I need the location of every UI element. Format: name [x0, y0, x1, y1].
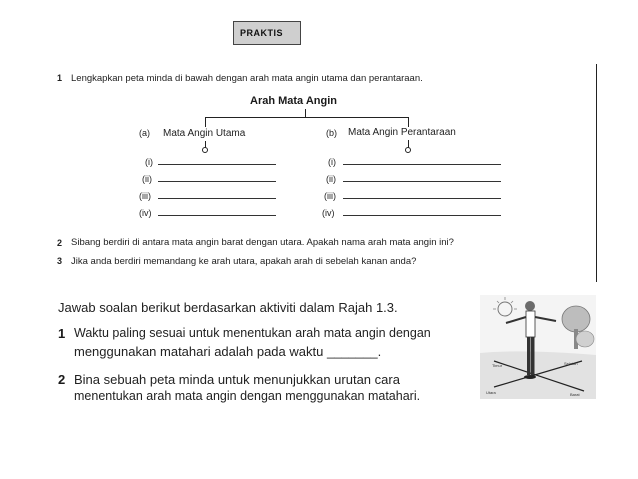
left-branch-marker: (a) [139, 128, 150, 138]
compass-label: Utara [486, 390, 496, 395]
right-row-marker: (iii) [324, 191, 336, 201]
bottom-question-2-number: 2 [58, 372, 66, 387]
bottom-question-1-line2: menggunakan matahari adalah pada waktu _______. [74, 344, 382, 359]
question-3-number: 3 [57, 256, 63, 266]
bush-icon [576, 331, 594, 347]
answer-line[interactable] [343, 181, 501, 182]
question-1-text: Lengkapkan peta minda di bawah dengan arah mata angin utama dan perantaraan. [71, 73, 423, 84]
answer-line[interactable] [343, 198, 501, 199]
right-row-marker: (iv) [322, 208, 335, 218]
compass-label: Timur [492, 363, 503, 368]
bottom-question-1-number: 1 [58, 326, 66, 341]
compass-label: Barat [570, 392, 580, 397]
right-branch-marker: (b) [326, 128, 337, 138]
mindmap-root: Arah Mata Angin [250, 95, 337, 107]
question-2-text: Sibang berdiri di antara mata angin barat dengan utara. Apakah nama arah mata angin ini? [71, 237, 454, 248]
answer-line[interactable] [158, 215, 276, 216]
praktis-badge: PRAKTIS [233, 21, 301, 45]
bottom-question-2-line2: menentukan arah mata angin dengan menggunakan matahari. [74, 389, 421, 403]
person-head [525, 301, 535, 311]
answer-line[interactable] [158, 181, 276, 182]
mindmap-left-drop [205, 117, 206, 127]
left-row-marker: (iii) [139, 191, 151, 201]
mindmap-right-drop [408, 117, 409, 127]
question-2-number: 2 [57, 238, 63, 248]
right-node [405, 147, 411, 153]
bottom-question-1-line1: Waktu paling sesuai untuk menentukan arah mata angin dengan [74, 326, 431, 340]
compass-label: Selatan [564, 361, 578, 366]
left-node [202, 147, 208, 153]
tree-icon [562, 306, 590, 332]
person-right-leg [531, 337, 535, 375]
question-3-text: Jika anda berdiri memandang ke arah utara, apakah arah di sebelah kanan anda? [71, 256, 417, 267]
person-shadow [524, 375, 536, 379]
compass-illustration [480, 295, 596, 399]
left-row-marker: (iv) [139, 208, 152, 218]
person-left-leg [527, 337, 531, 375]
answer-line[interactable] [343, 215, 501, 216]
right-row-marker: (i) [328, 157, 336, 167]
answer-line[interactable] [158, 198, 276, 199]
bottom-question-2-line1: Bina sebuah peta minda untuk menunjukkan urutan cara [74, 372, 400, 387]
right-branch-label: Mata Angin Perantaraan [348, 127, 456, 138]
person-shirt [526, 311, 535, 337]
question-1-number: 1 [57, 73, 63, 83]
mindmap-bar [205, 117, 409, 118]
answer-line[interactable] [158, 164, 276, 165]
left-row-marker: (i) [145, 157, 153, 167]
section-border [596, 64, 597, 282]
right-row-marker: (ii) [326, 174, 336, 184]
answer-line[interactable] [343, 164, 501, 165]
left-branch-label: Mata Angin Utama [163, 128, 246, 139]
bottom-intro: Jawab soalan berikut berdasarkan aktiviti dalam Rajah 1.3. [58, 300, 398, 315]
left-row-marker: (ii) [142, 174, 152, 184]
